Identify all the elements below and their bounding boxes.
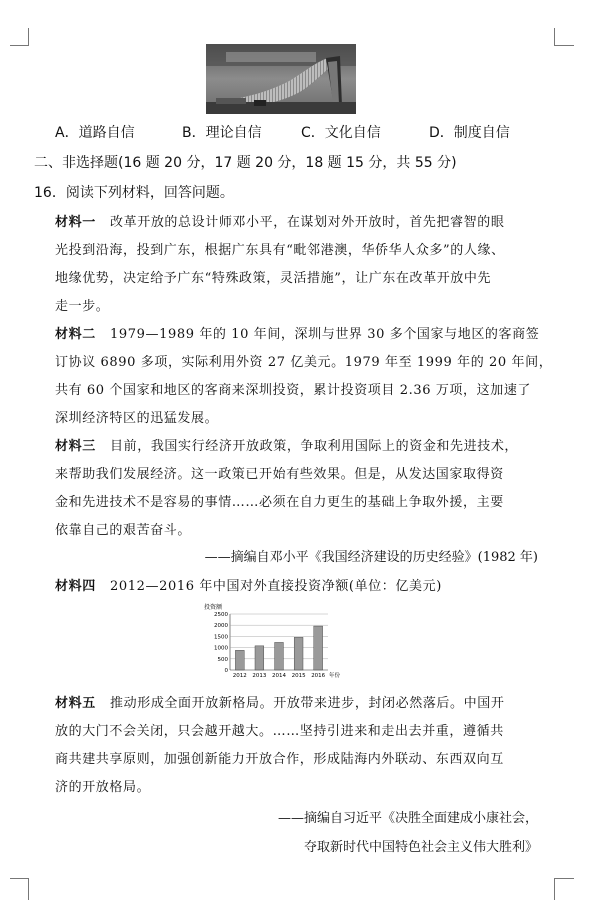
y-tick-label: 1500 — [214, 634, 228, 641]
material-5-source: ——摘编自习近平《决胜全面建成小康社会， — [277, 811, 538, 826]
material-4-label: 材料四 — [55, 579, 96, 594]
material-5-label: 材料五 — [55, 696, 96, 711]
chart-ylabel: 投资额 — [204, 604, 223, 611]
question-16: 16．阅读下列材料，回答问题。 — [34, 185, 234, 201]
material-5-line: 材料五 推动形成全面开放新格局。开放带来进步，封闭必然落后。中国开 — [55, 696, 505, 711]
crop-mark — [554, 878, 574, 879]
material-1-line: 光投到沿海，投到广东，根据广东具有“毗邻港澳，华侨华人众多”的人缘、 — [55, 243, 505, 258]
material-4-line — [55, 575, 535, 594]
chart-title: 2012—2016 年中国对外直接投资净额(单位：亿美元) — [110, 579, 442, 594]
material-1-line: 地缘优势，决定给予广东“特殊政策，灵活措施”，让广东在改革开放中先 — [55, 271, 492, 286]
material-3-line: 金和先进技术不是容易的事情……必须在自力更生的基础上争取外援，主要 — [55, 495, 504, 510]
material-2-line: 订协议 6890 多项，实际利用外资 27 亿美元。1979 年至 1999 年的 20 年间， — [55, 355, 553, 370]
investment-bar-chart — [200, 602, 350, 682]
material-1-line: 走一步。 — [55, 299, 110, 314]
y-tick-label: 2000 — [214, 623, 228, 630]
material-1-line: 材料一 改革开放的总设计师邓小平，在谋划对外开放时，首先把睿智的眼 — [55, 215, 505, 230]
material-5-source: 夺取新时代中国特色社会主义伟大胜利》 — [303, 840, 538, 855]
bar-2015 — [294, 637, 303, 670]
material-3-line: 材料三 目前，我国实行经济开放政策，争取利用国际上的资金和先进技术， — [55, 439, 519, 454]
y-tick-label: 500 — [217, 656, 228, 663]
option-c: C．文化自信 — [301, 125, 381, 141]
bar-2013 — [255, 646, 264, 670]
material-2-label: 材料二 — [55, 327, 96, 342]
x-tick-label: 2016 — [311, 673, 326, 679]
bar-2016 — [314, 626, 323, 670]
building-photo — [206, 44, 356, 114]
material-5-line: 商共建共享原则，加强创新能力开放合作，形成陆海内外联动、东西双向互 — [55, 752, 504, 767]
crop-mark — [28, 878, 29, 900]
y-tick-label: 1000 — [214, 645, 228, 652]
x-tick-label: 2012 — [232, 673, 247, 679]
bar-2012 — [235, 650, 244, 670]
material-3-line: 来帮助我们发展经济。这一政策已开始有些效果。但是，从发达国家取得资 — [55, 467, 504, 482]
y-tick-label: 2500 — [214, 612, 228, 618]
crop-mark — [554, 28, 555, 46]
section-heading: 二、非选择题(16 题 20 分，17 题 20 分，18 题 15 分，共 55 分) — [34, 155, 457, 171]
material-1-label: 材料一 — [55, 215, 96, 230]
chart-xlabel: 年份 — [329, 673, 341, 679]
material-5-line: 济的开放格局。 — [55, 780, 151, 795]
x-tick-label: 2013 — [252, 673, 267, 679]
material-3-label: 材料三 — [55, 439, 96, 454]
x-tick-label: 2014 — [272, 673, 286, 679]
crop-mark — [10, 878, 29, 879]
crop-mark — [28, 28, 29, 46]
bar-2014 — [275, 642, 284, 670]
material-3-source: ——摘编自邓小平《我国经济建设的历史经验》(1982 年) — [204, 550, 538, 565]
material-2-line: 共有 60 个国家和地区的客商来深圳投资，累计投资项目 2.36 万项，这加速了 — [55, 383, 532, 398]
option-b: B．理论自信 — [182, 125, 262, 141]
crop-mark — [554, 878, 555, 900]
y-tick-label: 0 — [224, 668, 228, 674]
option-a: A．道路自信 — [55, 125, 135, 141]
option-d: D．制度自信 — [429, 125, 510, 141]
crop-mark — [10, 45, 29, 46]
crop-mark — [554, 45, 574, 46]
material-2-line: 材料二 1979—1989 年的 10 年间，深圳与世界 30 多个国家与地区的客商签 — [55, 327, 540, 342]
x-tick-label: 2015 — [291, 673, 306, 679]
material-5-line: 放的大门不会关闭，只会越开越大。……坚持引进来和走出去并重，遵循共 — [55, 724, 504, 739]
material-3-line: 依靠自己的艰苦奋斗。 — [55, 523, 192, 538]
material-2-line: 深圳经济特区的迅猛发展。 — [55, 411, 219, 426]
